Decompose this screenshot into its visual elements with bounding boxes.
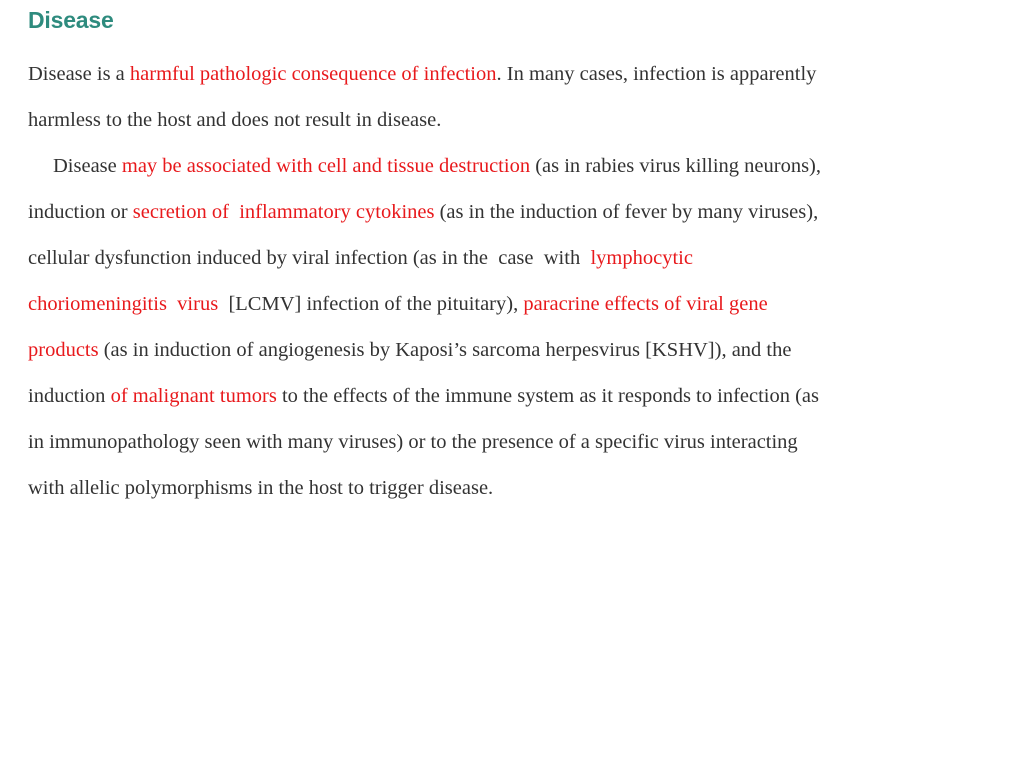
text-line-4 (28, 189, 1003, 235)
plain-text: Disease is a (28, 63, 130, 85)
highlighted-phrase: choriomeningitis virus (28, 293, 219, 315)
plain-text: to the effects of the immune system as it responds to infection (as (276, 385, 820, 407)
plain-text: induction (28, 385, 111, 407)
plain-text: with allelic polymorphisms in the host to trigger disease. (28, 477, 494, 499)
plain-text: (as in induction of angiogenesis by Kaposi’s sarcoma herpesvirus [KSHV]), and the (98, 339, 792, 361)
plain-text: cellular dysfunction induced by viral infection (as in the case with (28, 247, 591, 269)
plain-text: (as in the induction of fever by many viruses), (434, 201, 819, 223)
highlighted-phrase: paracrine effects of viral gene (523, 293, 768, 315)
text-line-3 (28, 143, 1003, 189)
slide-title: Disease (28, 7, 114, 33)
text-line-2 (28, 97, 1003, 143)
text-line-7 (28, 327, 1003, 373)
plain-text: harmless to the host and does not result in disease. (28, 109, 442, 131)
highlighted-phrase: may be associated with cell and tissue destruction (121, 155, 531, 177)
text-line-6 (28, 281, 1003, 327)
highlighted-phrase: lymphocytic (590, 247, 693, 269)
plain-text: Disease (53, 155, 122, 177)
text-line-5 (28, 235, 1003, 281)
body-text (28, 51, 1003, 511)
text-line-8 (28, 373, 1003, 419)
text-line-10 (28, 465, 1003, 511)
highlighted-phrase: products (28, 339, 99, 361)
highlighted-phrase: harmful pathologic consequence of infection (129, 63, 497, 85)
plain-text: [LCMV] infection of the pituitary), (218, 293, 524, 315)
plain-text: in immunopathology seen with many viruses) or to the presence of a specific virus interacting (28, 431, 798, 453)
text-line-9 (28, 419, 1003, 465)
plain-text: . In many cases, infection is apparently (496, 63, 817, 85)
highlighted-phrase: secretion of inflammatory cytokines (132, 201, 435, 223)
highlighted-phrase: of malignant tumors (110, 385, 277, 407)
text-line-1 (28, 51, 1003, 97)
plain-text: (as in rabies virus killing neurons), (530, 155, 822, 177)
plain-text: induction or (28, 201, 133, 223)
